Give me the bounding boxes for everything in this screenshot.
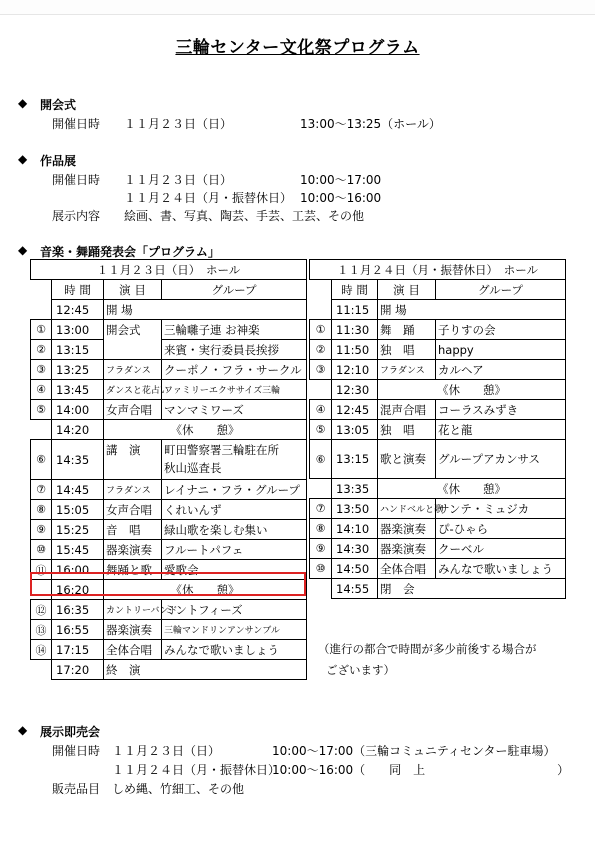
row-number: ② <box>310 340 332 360</box>
row-group: みんなで歌いましょう <box>436 559 566 579</box>
row-item: 器楽演奏 <box>104 620 162 640</box>
row-time: 17:20 <box>52 660 104 680</box>
page-top-bar <box>0 0 595 15</box>
row-time: 14:45 <box>52 480 104 500</box>
table-row <box>31 600 307 620</box>
exhibition-date-2: １１月２４日（月・振替休日） <box>124 191 293 205</box>
row-item: 開 場 <box>378 300 566 320</box>
row-number: ① <box>310 320 332 340</box>
row-group: サンテ・ミュジカ <box>436 499 566 519</box>
row-item: フラダンス <box>378 360 436 380</box>
row-number: ⑦ <box>31 480 52 500</box>
exhibition-heading: 作品展 <box>40 154 77 168</box>
row-item: 全体合唱 <box>104 640 162 660</box>
schedule-note-line2: ございます） <box>326 663 395 677</box>
row-number: ⑫ <box>31 600 52 620</box>
row-item: 音 唱 <box>104 520 162 540</box>
row-number: ⑥ <box>310 440 332 479</box>
row-number: ⑤ <box>310 420 332 440</box>
diamond-bullet-icon: ◆ <box>18 723 28 737</box>
table-title: １１月２３日（日） ホール <box>31 260 307 280</box>
table-row <box>310 360 566 380</box>
row-group: 来賓・実行委員長挨拶 <box>162 340 307 360</box>
row-item: 《休 憩》 <box>104 420 307 440</box>
row-time: 11:30 <box>332 320 378 340</box>
row-time: 12:30 <box>332 380 378 400</box>
table-row <box>31 380 307 400</box>
row-item: 講 演 <box>104 440 162 480</box>
row-number: ③ <box>310 360 332 380</box>
row-time: 15:05 <box>52 500 104 520</box>
row-group: クーベル <box>436 539 566 559</box>
row-group: 三輪マンドリンアンサンブル <box>162 620 307 640</box>
row-item: カントリーバンド <box>104 600 162 620</box>
table-row <box>31 300 307 320</box>
row-item: 開会式 <box>104 320 162 360</box>
row-number: ⑭ <box>31 640 52 660</box>
schedule-note-line1: （進行の都合で時間が多少前後する場合が <box>318 642 537 656</box>
row-time: 13:25 <box>52 360 104 380</box>
row-group: グループアカンサス <box>436 440 566 479</box>
exhibition-time-1: 10:00～17:00 <box>300 173 382 187</box>
row-item: 独 唱 <box>378 340 436 360</box>
row-time: 16:35 <box>52 600 104 620</box>
row-item: 開 場 <box>104 300 307 320</box>
row-time: 12:45 <box>332 400 378 420</box>
row-item: 《休 憩》 <box>378 479 566 499</box>
exhibition-content: 絵画、書、写真、陶芸、手芸、工芸、その他 <box>124 209 365 223</box>
program-heading: 音楽・舞踊発表会「プログラム」 <box>40 245 220 259</box>
row-number: ⑨ <box>310 539 332 559</box>
exhibition-date-label: 開催日時 <box>52 173 101 187</box>
row-group: クーポノ・フラ・サークル <box>162 360 307 380</box>
row-number: ① <box>31 320 52 340</box>
row-group: みんなで歌いましょう <box>162 640 307 660</box>
table-row <box>31 640 307 660</box>
table-row <box>31 320 307 340</box>
row-time: 17:15 <box>52 640 104 660</box>
row-time: 14:50 <box>332 559 378 579</box>
row-number: ⑤ <box>31 400 52 420</box>
diamond-bullet-icon: ◆ <box>18 243 28 257</box>
row-number: ④ <box>310 400 332 420</box>
row-time: 13:00 <box>52 320 104 340</box>
table-row <box>310 519 566 539</box>
row-number: ⑥ <box>31 440 52 480</box>
table-row <box>31 420 307 440</box>
row-group: ファミリーエクササイズ三輪 <box>162 380 307 400</box>
row-time: 15:25 <box>52 520 104 540</box>
table-row <box>31 480 307 500</box>
table-title: １１月２４日（月・振替休日） ホール <box>310 260 566 280</box>
row-time: 14:20 <box>52 420 104 440</box>
sale-time-1: 10:00～17:00（三輪コミュニティセンター駐車場） <box>272 744 556 758</box>
row-item: 舞踊と歌 <box>104 560 162 580</box>
sale-date-label: 開催日時 <box>52 744 101 758</box>
row-item: フラダンス <box>104 360 162 380</box>
row-time: 11:50 <box>332 340 378 360</box>
table-row <box>31 400 307 420</box>
row-time: 14:35 <box>52 440 104 480</box>
row-time: 14:00 <box>52 400 104 420</box>
row-group: 町田警察署三輪駐在所 <box>164 443 279 457</box>
row-item: 閉 会 <box>378 579 566 599</box>
exhibition-content-label: 展示内容 <box>52 209 101 223</box>
row-time: 16:55 <box>52 620 104 640</box>
row-item: 全体合唱 <box>378 559 436 579</box>
row-time: 14:55 <box>332 579 378 599</box>
row-item: 女声合唱 <box>104 500 162 520</box>
row-group: 子りすの会 <box>436 320 566 340</box>
table-row <box>31 520 307 540</box>
row-time: 11:15 <box>332 300 378 320</box>
table-row <box>310 579 566 599</box>
row-number: ⑦ <box>310 499 332 519</box>
sale-items-label: 販売品目 <box>52 782 101 796</box>
table-row <box>310 420 566 440</box>
row-item: 混声合唱 <box>378 400 436 420</box>
row-item: ハンドベルと歌 <box>378 499 436 519</box>
row-number: ⑬ <box>31 620 52 640</box>
table-row <box>310 539 566 559</box>
row-number: ⑨ <box>31 520 52 540</box>
sale-date-2: １１月２４日（月・振替休日） <box>112 763 281 777</box>
row-number: ② <box>31 340 52 360</box>
table-row <box>310 400 566 420</box>
row-item: 器楽演奏 <box>104 540 162 560</box>
row-group: 愛歌会 <box>162 560 307 580</box>
sale-heading: 展示即売会 <box>40 725 101 739</box>
table-row <box>31 340 307 360</box>
table-row <box>310 320 566 340</box>
diamond-bullet-icon: ◆ <box>18 152 28 166</box>
row-number: ⑩ <box>310 559 332 579</box>
sale-date-1: １１月２３日（日） <box>112 744 221 758</box>
row-item: 《休 憩》 <box>104 580 307 600</box>
row-item: 女声合唱 <box>104 400 162 420</box>
row-number: ⑪ <box>31 560 52 580</box>
row-time: 15:45 <box>52 540 104 560</box>
row-number: ⑧ <box>31 500 52 520</box>
row-group: 緑山歌を楽しむ集い <box>162 520 307 540</box>
row-item: 独 唱 <box>378 420 436 440</box>
column-header-item: 演 目 <box>104 280 162 300</box>
table-row <box>31 660 307 680</box>
row-time: 14:10 <box>332 519 378 539</box>
row-time: 12:10 <box>332 360 378 380</box>
row-time: 13:45 <box>52 380 104 400</box>
row-group: ぴ-ひゃら <box>436 519 566 539</box>
row-time: 13:05 <box>332 420 378 440</box>
row-number: ⑩ <box>31 540 52 560</box>
opening-date: １１月２３日（日） <box>124 117 233 131</box>
table-row <box>310 479 566 499</box>
row-time: 14:30 <box>332 539 378 559</box>
exhibition-date-1: １１月２３日（日） <box>124 173 233 187</box>
row-group: フルートパフェ <box>162 540 307 560</box>
column-header-item: 演 目 <box>378 280 436 300</box>
diamond-bullet-icon: ◆ <box>18 96 28 110</box>
page-title: 三輪センター文化祭プログラム <box>175 38 420 58</box>
row-group: コーラスみずき <box>436 400 566 420</box>
row-item: 器楽演奏 <box>378 519 436 539</box>
row-time: 13:50 <box>332 499 378 519</box>
sale-time-2: 10:00～16:00（ 同 上 ） <box>272 763 570 777</box>
row-number: ④ <box>31 380 52 400</box>
opening-time: 13:00～13:25（ホール） <box>300 117 441 131</box>
column-header-group: グループ <box>162 280 307 300</box>
program-table-nov23 <box>30 259 307 680</box>
row-time: 16:00 <box>52 560 104 580</box>
row-item: フラダンス <box>104 480 162 500</box>
row-time: 13:15 <box>52 340 104 360</box>
table-row <box>31 620 307 640</box>
column-header-time: 時 間 <box>332 280 378 300</box>
row-group: くれいんず <box>162 500 307 520</box>
row-item: 《休 憩》 <box>378 380 566 400</box>
row-number: ③ <box>31 360 52 380</box>
row-group: 花と龍 <box>436 420 566 440</box>
row-group: カルヘア <box>436 360 566 380</box>
table-row <box>310 440 566 479</box>
row-item: 終 演 <box>104 660 307 680</box>
row-item: 器楽演奏 <box>378 539 436 559</box>
row-group: happy <box>436 340 566 360</box>
row-group: ミントフィーズ <box>162 600 307 620</box>
column-header-group: グループ <box>436 280 566 300</box>
opening-heading: 開会式 <box>40 98 77 112</box>
row-time: 13:15 <box>332 440 378 479</box>
exhibition-time-2: 10:00～16:00 <box>300 191 382 205</box>
row-item: 舞 踊 <box>378 320 436 340</box>
row-group: レイナニ・フラ・グループ <box>162 480 307 500</box>
table-row <box>310 499 566 519</box>
table-row <box>310 340 566 360</box>
table-row <box>310 300 566 320</box>
table-row <box>31 500 307 520</box>
table-row <box>31 360 307 380</box>
row-group-line2: 秋山巡査長 <box>164 461 222 475</box>
table-row <box>31 540 307 560</box>
table-row <box>310 380 566 400</box>
row-time: 12:45 <box>52 300 104 320</box>
table-row <box>310 559 566 579</box>
row-group: 三輪囃子連 お神楽 <box>162 320 307 340</box>
column-header-time: 時 間 <box>52 280 104 300</box>
program-table-nov24 <box>309 259 566 599</box>
row-number: ⑧ <box>310 519 332 539</box>
opening-date-label: 開催日時 <box>52 117 101 131</box>
sale-items: しめ縄、竹細工、その他 <box>112 782 245 796</box>
table-row <box>31 440 307 480</box>
row-group: マンマミワーズ <box>162 400 307 420</box>
row-item: 歌と演奏 <box>378 440 436 479</box>
row-time: 16:20 <box>52 580 104 600</box>
highlighted-row-box <box>30 572 306 596</box>
row-time: 13:35 <box>332 479 378 499</box>
row-item: ダンスと花占い <box>104 380 162 400</box>
